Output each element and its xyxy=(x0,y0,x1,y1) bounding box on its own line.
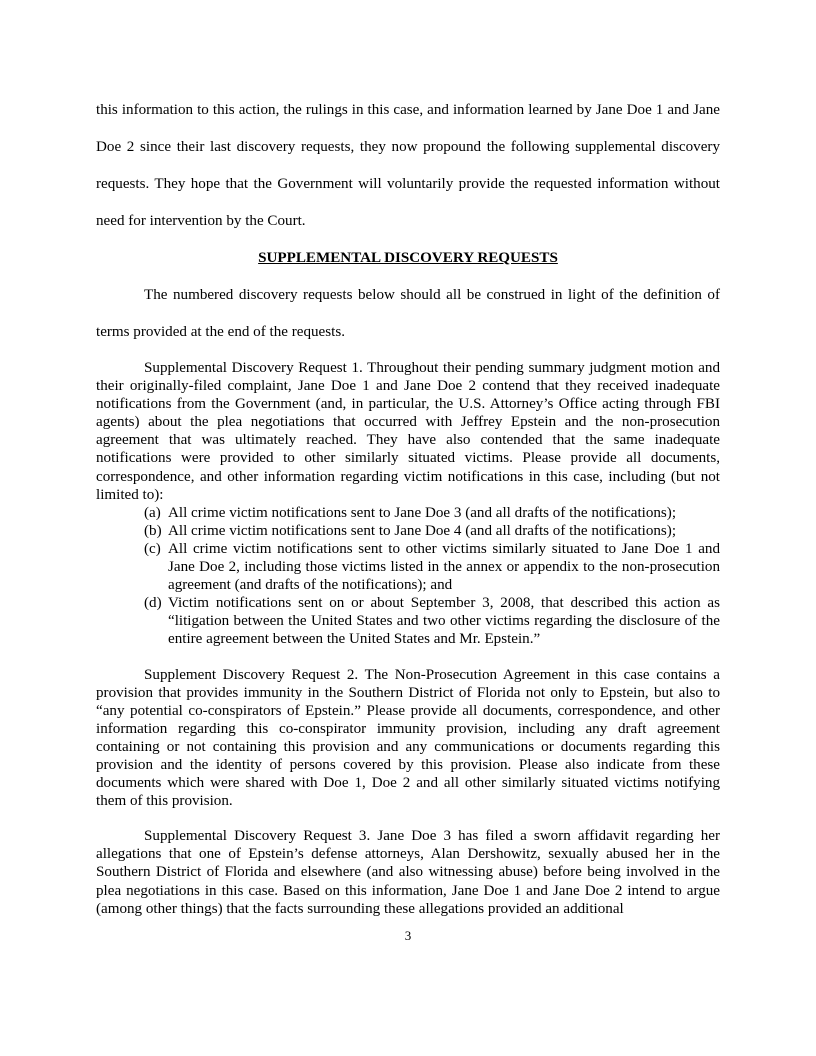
list-item xyxy=(96,522,720,540)
page-number: 3 xyxy=(404,928,412,943)
request-2-paragraph: Supplement Discovery Request 2. The Non-Prosecution Agreement in this case contains a provision that provides immunity in the Southern District of Florida not only to Epstein, but also to “any potential co-conspirators of Epstein.” Please provide all documents, correspondence, and other information regarding this co-conspirator immunity provision, including any draft agreement containing or not containing this provision and any communications or documents regarding this provision and the identity of persons covered by this provision. Please also indicate from these documents which were shared with Doe 1, Doe 2 and all other similarly situated victims notifying them of this provision. xyxy=(96,666,720,810)
request-1-list xyxy=(96,504,720,649)
request-1-paragraph: Supplemental Discovery Request 1. Throughout their pending summary judgment motion and their originally-filed complaint, Jane Doe 1 and Jane Doe 2 contend that they received inadequate notifications from the Government (and, in particular, the U.S. Attorney’s Office acting through FBI agents) about the plea negotiations that occurred with Jeffrey Epstein and the non-prosecution agreement that was ultimately reached. They have also contended that the same inadequate notifications were provided to other similarly situated victims. Please provide all documents, correspondence, and other information regarding victim notifications in this case, including (but not limited to): xyxy=(96,360,720,503)
list-item-text: All crime victim notifications sent to other victims similarly situated to Jane Doe 1 and Jane Doe 2, including those victims listed in the annex or appendix to the non-prosecution agreement (and drafts of the notifications); and xyxy=(168,540,720,594)
list-item xyxy=(96,504,720,522)
definition-note-paragraph: The numbered discovery requests below should all be construed in light of the definition of terms provided at the end of the requests. xyxy=(96,287,720,340)
list-item xyxy=(96,594,720,648)
list-item-text: Victim notifications sent on or about September 3, 2008, that described this action as “litigation between the United States and two other victims regarding the disclosure of the entire agreement between the United States and Mr. Epstein.” xyxy=(168,595,720,648)
list-item-text: All crime victim notifications sent to Jane Doe 4 (and all drafts of the notifications); xyxy=(168,522,677,539)
list-item-marker: (b) xyxy=(144,522,162,539)
list-item-marker: (d) xyxy=(144,595,162,612)
list-item-marker: (c) xyxy=(144,540,161,557)
list-item-text: All crime victim notifications sent to Jane Doe 3 (and all drafts of the notifications); xyxy=(168,504,677,521)
intro-paragraph: this information to this action, the rulings in this case, and information learned by Jane Doe 1 and Jane Doe 2 since their last discovery requests, they now propound the following supplemental discovery requests. They hope that the Government will voluntarily provide the requested information without need for intervention by the Court. xyxy=(96,102,720,229)
request-3-paragraph: Supplemental Discovery Request 3. Jane Doe 3 has filed a sworn affidavit regarding her allegations that one of Epstein’s defense attorneys, Alan Dershowitz, sexually abused her in the Southern District of Florida and elsewhere (and also witnessing abuse) before being involved in the plea negotiations in this case. Based on this information, Jane Doe 1 and Jane Doe 2 intend to argue (among other things) that the facts surrounding these allegations provided an additional xyxy=(96,828,720,917)
list-item xyxy=(96,540,720,594)
section-heading: SUPPLEMENTAL DISCOVERY REQUESTS xyxy=(258,250,558,266)
list-item-marker: (a) xyxy=(144,504,161,521)
document-page xyxy=(96,92,720,918)
